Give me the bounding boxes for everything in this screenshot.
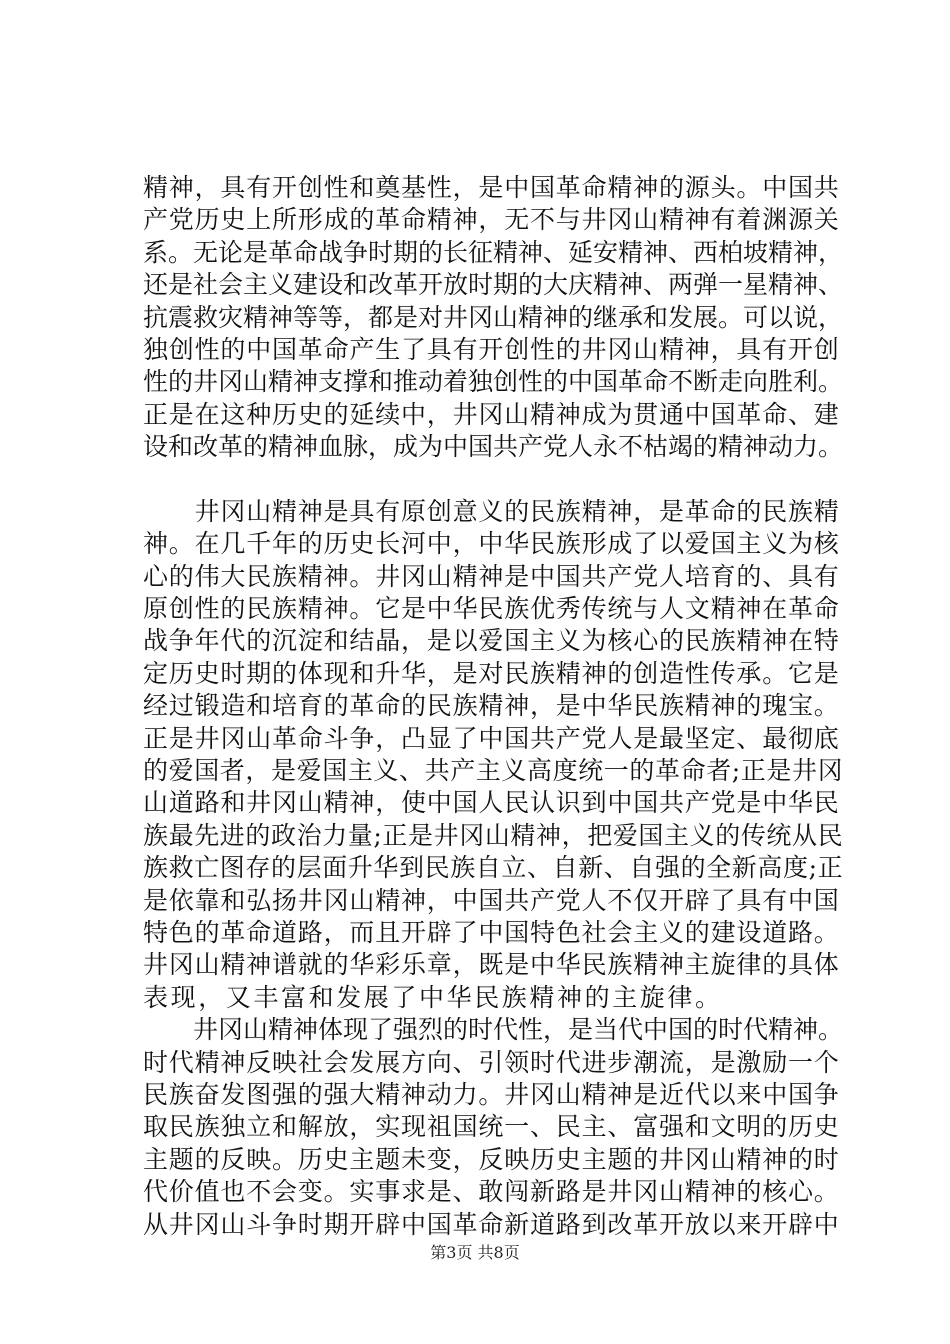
text-line: 井冈山精神谱就的华彩乐章，既是中华民族精神主旋律的具体: [143, 950, 840, 980]
text-line: 族最先进的政治力量;正是井冈山精神，把爱国主义的传统从民: [143, 820, 844, 850]
text-line: 系。无论是革命战争时期的长征精神、延安精神、西柏坡精神，: [143, 237, 844, 267]
paragraph-gap: [143, 464, 833, 496]
text-line: 定历史时期的体现和升华，是对民族精神的创造性传承。它是: [143, 658, 840, 688]
text-line: 精神，具有开创性和奠基性，是中国革命精神的源头。中国共: [143, 173, 840, 202]
text-line: 民族奋发图强的强大精神动力。井冈山精神是近代以来中国争: [143, 1079, 840, 1109]
text-line: 性的井冈山精神支撑和推动着独创性的中国革命不断走向胜利。: [143, 367, 844, 397]
text-line: 产党历史上所形成的革命精神，无不与井冈山精神有着渊源关: [143, 205, 840, 235]
text-line: 井冈山精神是具有原创意义的民族精神，是革命的民族精: [143, 496, 840, 526]
text-line: 正是在这种历史的延续中，井冈山精神成为贯通中国革命、建: [143, 399, 840, 429]
text-line: 特色的革命道路，而且开辟了中国特色社会主义的建设道路。: [143, 917, 840, 947]
text-line: 表现，又丰富和发展了中华民族精神的主旋律。: [143, 982, 723, 1012]
text-line: 是依靠和弘扬井冈山精神，中国共产党人不仅开辟了具有中国: [143, 885, 840, 915]
text-line: 时代精神反映社会发展方向、引领时代进步潮流，是激励一个: [143, 1047, 840, 1077]
page-footer: 第3页 共8页: [430, 1243, 520, 1262]
text-line: 主题的反映。历史主题未变，反映历史主题的井冈山精神的时: [143, 1144, 840, 1174]
text-line: 族救亡图存的层面升华到民族自立、自新、自强的全新高度;正: [143, 853, 844, 883]
text-line: 井冈山精神体现了强烈的时代性，是当代中国的时代精神。: [143, 1015, 844, 1045]
text-line: 神。在几千年的历史长河中，中华民族形成了以爱国主义为核: [143, 529, 840, 559]
text-line: 战争年代的沉淀和结晶，是以爱国主义为核心的民族精神在特: [143, 626, 840, 656]
text-line: 的爱国者，是爱国主义、共产主义高度统一的革命者;正是井冈: [143, 756, 844, 786]
text-line: 心的伟大民族精神。井冈山精神是中国共产党人培育的、具有: [143, 561, 840, 591]
text-line: 设和改革的精神血脉，成为中国共产党人永不枯竭的精神动力。: [143, 432, 844, 462]
document-body: [143, 172, 844, 1241]
text-line: 代价值也不会变。实事求是、敢闯新路是井冈山精神的核心。: [143, 1177, 840, 1207]
text-line: 正是井冈山革命斗争，凸显了中国共产党人是最坚定、最彻底: [143, 723, 840, 753]
text-line: 经过锻造和培育的革命的民族精神，是中华民族精神的瑰宝。: [143, 691, 840, 721]
text-line: 取民族独立和解放，实现祖国统一、民主、富强和文明的历史: [143, 1112, 840, 1142]
text-line: 抗震救灾精神等等，都是对井冈山精神的继承和发展。可以说，: [143, 302, 844, 332]
text-line: 独创性的中国革命产生了具有开创性的井冈山精神，具有开创: [143, 334, 840, 364]
text-line: 从井冈山斗争时期开辟中国革命新道路到改革开放以来开辟中: [143, 1209, 840, 1239]
text-line: 还是社会主义建设和改革开放时期的大庆精神、两弹一星精神、: [143, 270, 844, 300]
text-line: 山道路和井冈山精神，使中国人民认识到中国共产党是中华民: [143, 788, 840, 818]
text-line: 原创性的民族精神。它是中华民族优秀传统与人文精神在革命: [143, 594, 840, 624]
